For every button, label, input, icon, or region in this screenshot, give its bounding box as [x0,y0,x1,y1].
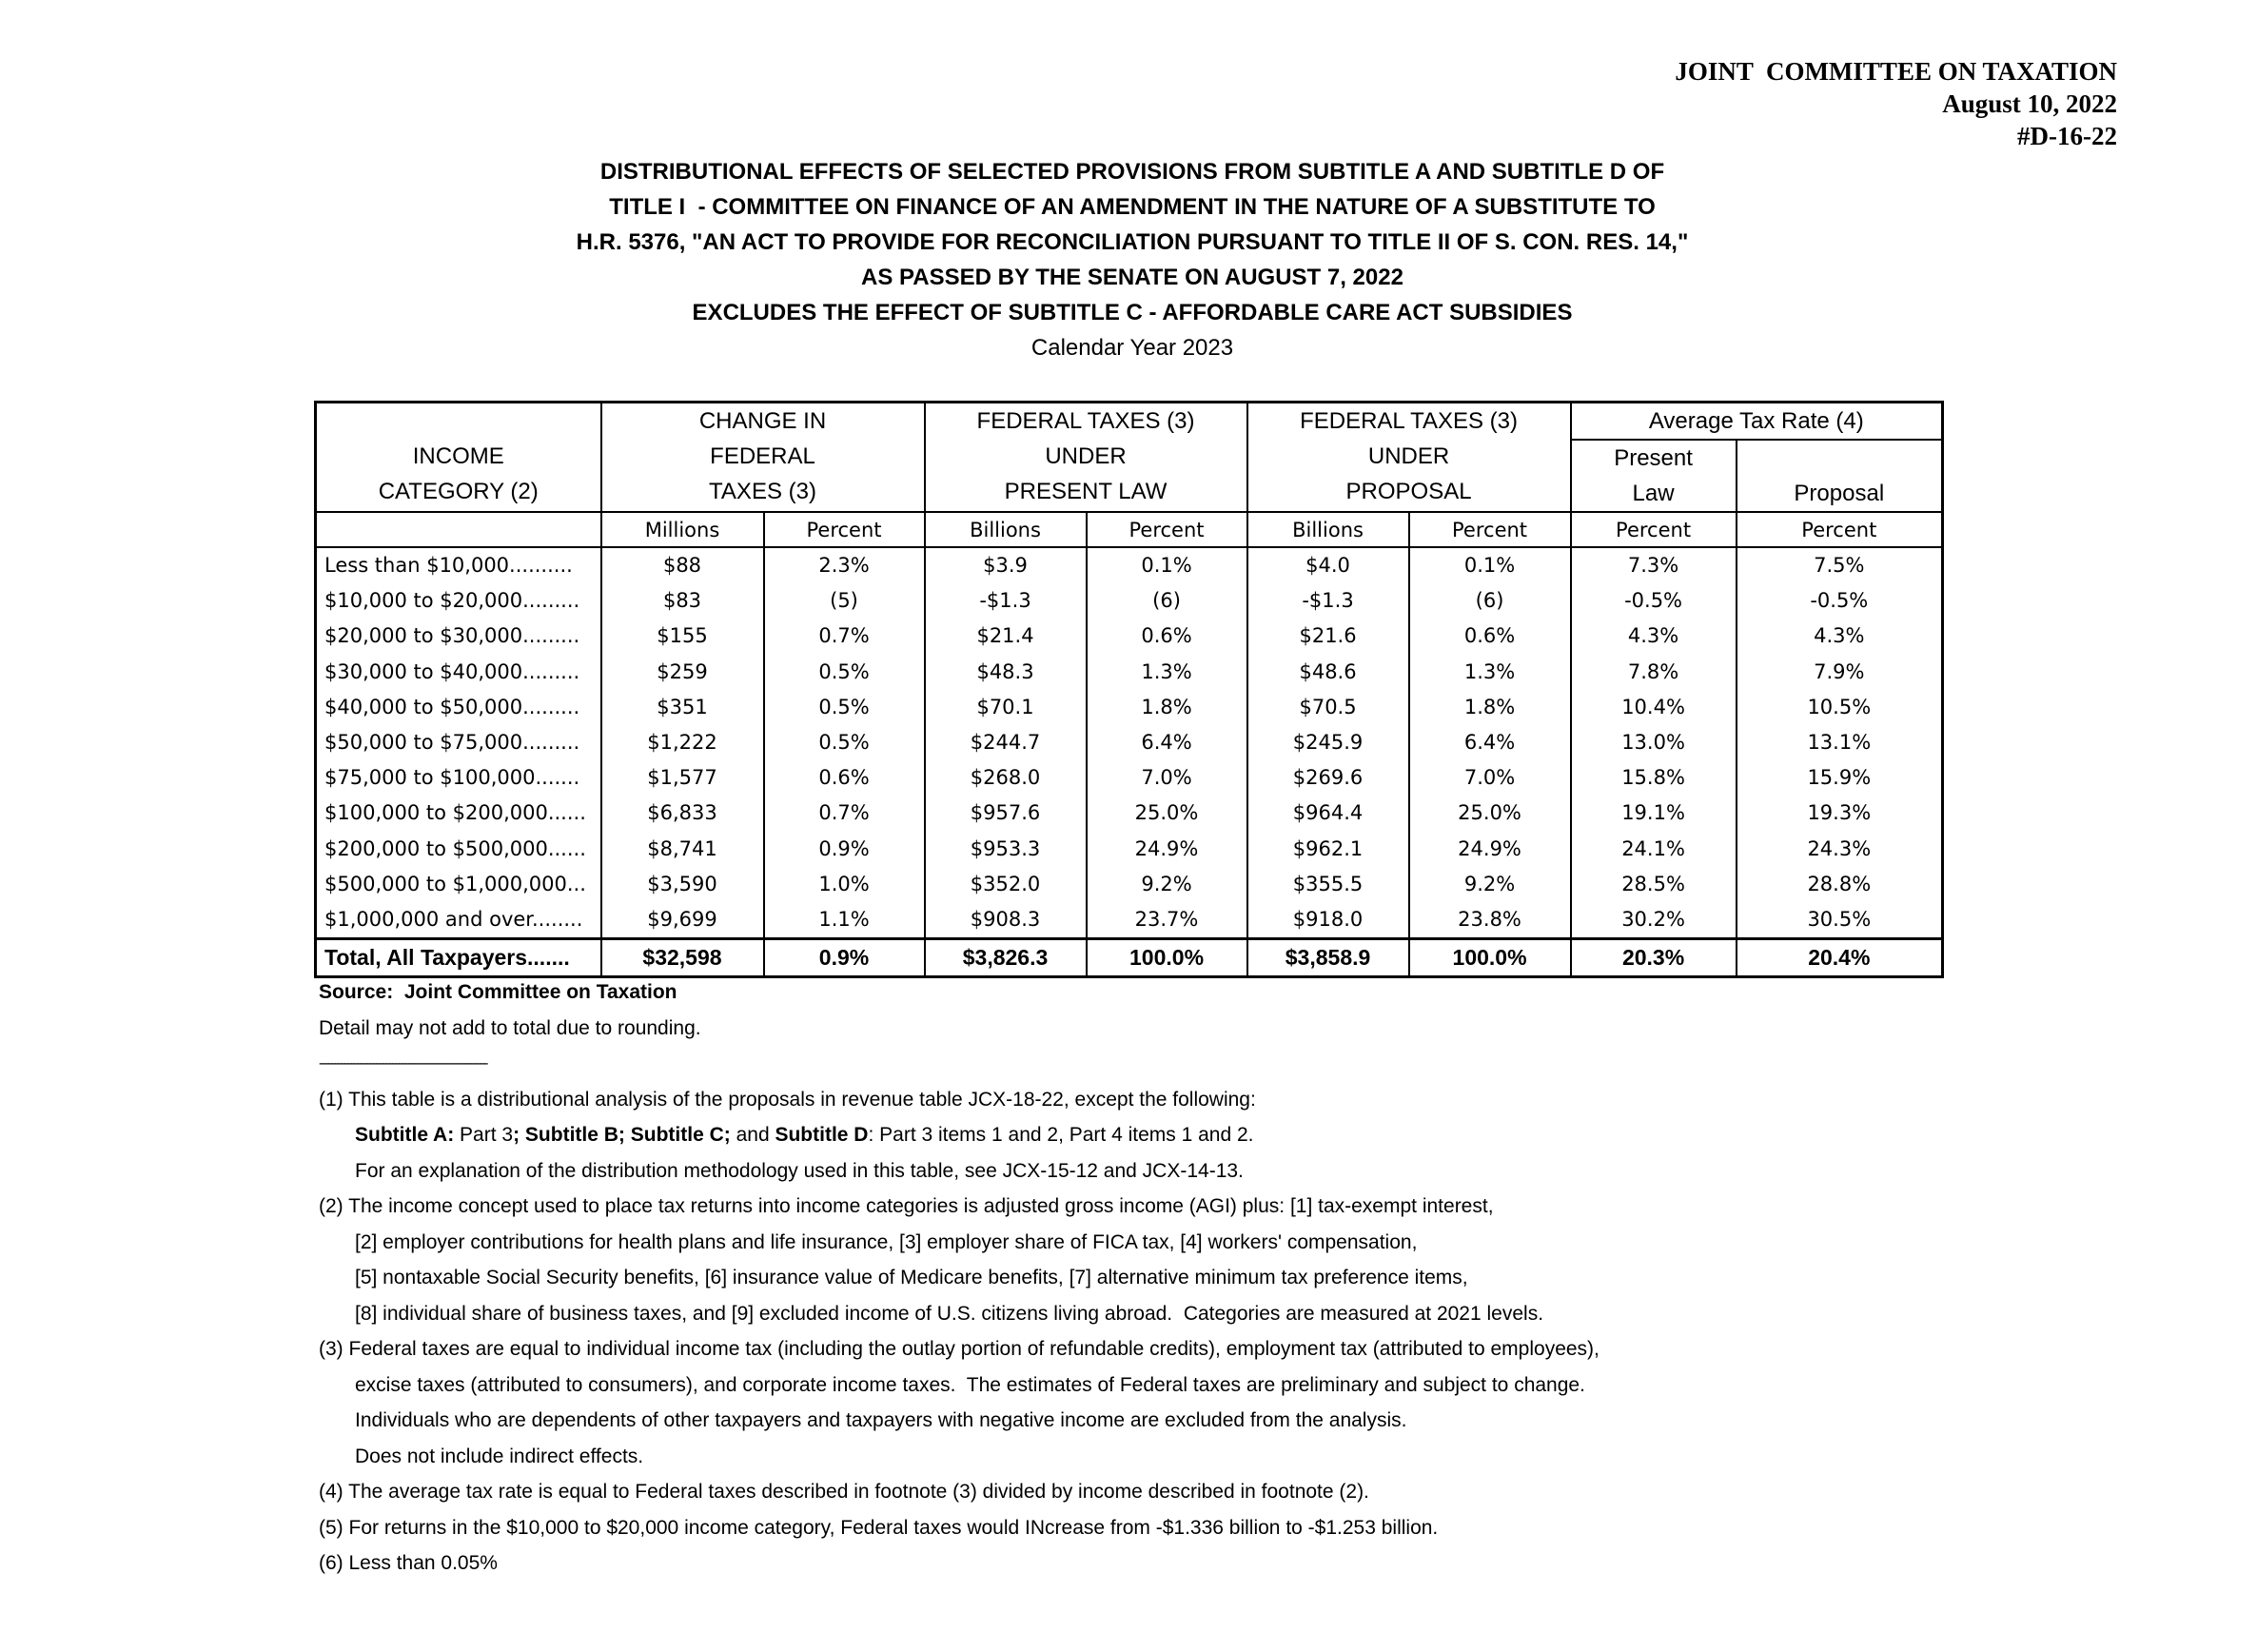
value-cell: $21.4 [925,619,1087,654]
value-cell: 9.2% [1409,867,1571,902]
table-row [316,867,1943,902]
value-cell: $269.6 [1247,760,1409,796]
total-row [316,939,1943,977]
value-cell: -0.5% [1571,583,1737,619]
table-row [316,619,1943,654]
value-cell: 7.0% [1409,760,1571,796]
income-category-cell: $30,000 to $40,000......... [316,655,601,690]
value-cell: $3,590 [601,867,764,902]
value-cell: $3,826.3 [925,939,1087,977]
table-row [316,760,1943,796]
unit-header: Percent [1737,512,1943,547]
report-title [314,154,1951,365]
value-cell: (6) [1087,583,1247,619]
footnote-1-exceptions: Subtitle A: Part 3; Subtitle B; Subtitle C; and Subtitle D: Part 3 items 1 and 2, Part 4 items 1 and 2. [355,1124,1254,1146]
value-cell: $1,222 [601,725,764,760]
value-cell: 15.8% [1571,760,1737,796]
footnote-6: (6) Less than 0.05% [319,1552,498,1574]
table-row [316,690,1943,725]
value-cell: -0.5% [1737,583,1943,619]
header-federal-taxes-present-law: FEDERAL TAXES (3) UNDER PRESENT LAW [925,403,1247,513]
value-cell: $3.9 [925,547,1087,583]
value-cell: 24.9% [1409,832,1571,867]
value-cell: 6.4% [1409,725,1571,760]
table-row [316,583,1943,619]
notes-section [319,974,1936,1582]
value-cell: (6) [1409,583,1571,619]
organization-name: JOINT COMMITTEE ON TAXATION [1675,57,2117,86]
income-category-cell: $1,000,000 and over........ [316,902,601,939]
value-cell: 1.1% [764,902,925,939]
value-cell: $3,858.9 [1247,939,1409,977]
value-cell: 19.1% [1571,796,1737,831]
document-number: #D-16-22 [2017,122,2117,150]
value-cell: 6.4% [1087,725,1247,760]
separator-line: ----------------------------------------------------- [319,1055,487,1072]
income-category-cell: $20,000 to $30,000......... [316,619,601,654]
value-cell: 0.6% [1409,619,1571,654]
source-note: Source: Joint Committee on Taxation [319,981,677,1003]
value-cell: 30.5% [1737,902,1943,939]
value-cell: $351 [601,690,764,725]
header-average-tax-rate: Average Tax Rate (4) [1571,403,1943,441]
value-cell: $155 [601,619,764,654]
value-cell: $6,833 [601,796,764,831]
value-cell: $1,577 [601,760,764,796]
income-category-cell: $75,000 to $100,000....... [316,760,601,796]
unit-header-row [316,512,1943,547]
value-cell: $918.0 [1247,902,1409,939]
header-avg-present-law: Present Law [1571,440,1737,512]
value-cell: $8,741 [601,832,764,867]
value-cell: $908.3 [925,902,1087,939]
value-cell: $268.0 [925,760,1087,796]
value-cell: $962.1 [1247,832,1409,867]
table-row [316,796,1943,831]
value-cell: $88 [601,547,764,583]
value-cell: 1.0% [764,867,925,902]
rounding-note: Detail may not add to total due to rounding. [319,1016,701,1039]
value-cell: 1.3% [1409,655,1571,690]
calendar-year: Calendar Year 2023 [1030,335,1234,361]
title-line-2: TITLE I - COMMITTEE ON FINANCE OF AN AMENDMENT IN THE NATURE OF A SUBSTITUTE TO [609,194,1656,220]
value-cell: 7.3% [1571,547,1737,583]
title-line-4: AS PASSED BY THE SENATE ON AUGUST 7, 2022 [861,265,1403,290]
footnote-4: (4) The average tax rate is equal to Federal taxes described in footnote (3) divided by income described in footnote (2). [319,1481,1369,1503]
value-cell: 7.9% [1737,655,1943,690]
header-income-category [316,403,601,513]
value-cell: 23.8% [1409,902,1571,939]
value-cell: -$1.3 [1247,583,1409,619]
header-federal-taxes-proposal: FEDERAL TAXES (3) UNDER PROPOSAL [1247,403,1571,513]
value-cell: 0.7% [764,619,925,654]
value-cell: 25.0% [1087,796,1247,831]
unit-header: Percent [1409,512,1571,547]
header-income-line: INCOME [412,443,504,469]
value-cell: 0.9% [764,939,925,977]
unit-header: Percent [1087,512,1247,547]
unit-header: Billions [925,512,1087,547]
value-cell: $244.7 [925,725,1087,760]
header-change-in-federal-taxes: CHANGE IN FEDERAL TAXES (3) [601,403,925,513]
value-cell: 13.0% [1571,725,1737,760]
footnote-3-cont: Does not include indirect effects. [355,1445,644,1467]
title-line-3: H.R. 5376, "AN ACT TO PROVIDE FOR RECONCILIATION PURSUANT TO TITLE II OF S. CON. RES. 14," [576,229,1689,255]
document-header [1675,55,2117,152]
value-cell: 4.3% [1571,619,1737,654]
income-category-cell: $100,000 to $200,000...... [316,796,601,831]
value-cell: 1.8% [1409,690,1571,725]
value-cell: 28.5% [1571,867,1737,902]
value-cell: $21.6 [1247,619,1409,654]
income-category-cell: Total, All Taxpayers....... [316,939,601,977]
value-cell: 0.7% [764,796,925,831]
value-cell: 0.5% [764,725,925,760]
value-cell: $70.1 [925,690,1087,725]
value-cell: 20.4% [1737,939,1943,977]
value-cell: 23.7% [1087,902,1247,939]
value-cell: 24.1% [1571,832,1737,867]
value-cell: 1.3% [1087,655,1247,690]
unit-header: Billions [1247,512,1409,547]
title-line-1: DISTRIBUTIONAL EFFECTS OF SELECTED PROVISIONS FROM SUBTITLE A AND SUBTITLE D OF [599,159,1665,185]
footnote-3: (3) Federal taxes are equal to individual income tax (including the outlay portion of refundable credits), employment tax (attributed to employees), [319,1338,1600,1360]
value-cell: 1.8% [1087,690,1247,725]
value-cell: $4.0 [1247,547,1409,583]
value-cell: $953.3 [925,832,1087,867]
value-cell: 0.6% [764,760,925,796]
value-cell: 0.5% [764,655,925,690]
value-cell: $957.6 [925,796,1087,831]
value-cell: 28.8% [1737,867,1943,902]
value-cell: 20.3% [1571,939,1737,977]
value-cell: $355.5 [1247,867,1409,902]
value-cell: 7.8% [1571,655,1737,690]
value-cell: 24.3% [1737,832,1943,867]
value-cell: 19.3% [1737,796,1943,831]
value-cell: 30.2% [1571,902,1737,939]
income-category-cell: Less than $10,000.......... [316,547,601,583]
unit-header-blank [316,512,601,547]
table-body [316,547,1943,977]
footnote-2-cont: [5] nontaxable Social Security benefits, [6] insurance value of Medicare benefits, [7] alternative minimum tax preference items, [355,1267,1468,1288]
value-cell: 7.0% [1087,760,1247,796]
header-avg-proposal: Proposal [1737,440,1943,512]
value-cell: 9.2% [1087,867,1247,902]
distribution-table [314,401,1944,978]
unit-header: Percent [1571,512,1737,547]
value-cell: 2.3% [764,547,925,583]
footnote-1: (1) This table is a distributional analysis of the proposals in revenue table JCX-18-22, except the following: [319,1088,1256,1111]
value-cell: $83 [601,583,764,619]
value-cell: 15.9% [1737,760,1943,796]
value-cell: 10.4% [1571,690,1737,725]
value-cell: $70.5 [1247,690,1409,725]
header-category-line: CATEGORY (2) [378,479,539,504]
footnote-3-cont: excise taxes (attributed to consumers), and corporate income taxes. The estimates of Federal taxes are preliminary and subject to change. [355,1373,1585,1396]
document-date: August 10, 2022 [1942,89,2117,118]
table-row [316,547,1943,583]
value-cell: 0.1% [1087,547,1247,583]
table-row [316,902,1943,939]
table-row [316,832,1943,867]
footnote-2: (2) The income concept used to place tax returns into income categories is adjusted gross income (AGI) plus: [1] tax-exempt interest, [319,1195,1494,1217]
value-cell: 4.3% [1737,619,1943,654]
table-row [316,655,1943,690]
value-cell: 25.0% [1409,796,1571,831]
value-cell: $9,699 [601,902,764,939]
value-cell: -$1.3 [925,583,1087,619]
footnote-2-cont: [2] employer contributions for health plans and life insurance, [3] employer share of FICA tax, [4] workers' compensation, [355,1230,1418,1253]
footnote-5: (5) For returns in the $10,000 to $20,000 income category, Federal taxes would INcrease from -$1.336 billion to -$1.253 billion. [319,1516,1439,1539]
value-cell: 0.9% [764,832,925,867]
footnote-2-cont: [8] individual share of business taxes, and [9] excluded income of U.S. citizens living abroad. Categories are measured at 2021 levels. [355,1302,1544,1325]
value-cell: $259 [601,655,764,690]
value-cell: $48.3 [925,655,1087,690]
table-row [316,725,1943,760]
income-category-cell: $50,000 to $75,000......... [316,725,601,760]
value-cell: 0.1% [1409,547,1571,583]
footnote-1-methodology: For an explanation of the distribution methodology used in this table, see JCX-15-12 and JCX-14-13. [355,1159,1244,1182]
footnote-3-cont: Individuals who are dependents of other taxpayers and taxpayers with negative income are excluded from the analysis. [355,1409,1407,1431]
unit-header: Millions [601,512,764,547]
income-category-cell: $10,000 to $20,000......... [316,583,601,619]
unit-header: Percent [764,512,925,547]
value-cell: $352.0 [925,867,1087,902]
value-cell: $32,598 [601,939,764,977]
value-cell: $48.6 [1247,655,1409,690]
value-cell: $245.9 [1247,725,1409,760]
value-cell: 24.9% [1087,832,1247,867]
value-cell: 10.5% [1737,690,1943,725]
value-cell: 0.6% [1087,619,1247,654]
value-cell: 13.1% [1737,725,1943,760]
value-cell: 100.0% [1087,939,1247,977]
income-category-cell: $500,000 to $1,000,000... [316,867,601,902]
value-cell: 0.5% [764,690,925,725]
income-category-cell: $200,000 to $500,000...... [316,832,601,867]
value-cell: 100.0% [1409,939,1571,977]
value-cell: 7.5% [1737,547,1943,583]
income-category-cell: $40,000 to $50,000......... [316,690,601,725]
value-cell: (5) [764,583,925,619]
value-cell: $964.4 [1247,796,1409,831]
title-line-5: EXCLUDES THE EFFECT OF SUBTITLE C - AFFORDABLE CARE ACT SUBSIDIES [692,300,1573,325]
